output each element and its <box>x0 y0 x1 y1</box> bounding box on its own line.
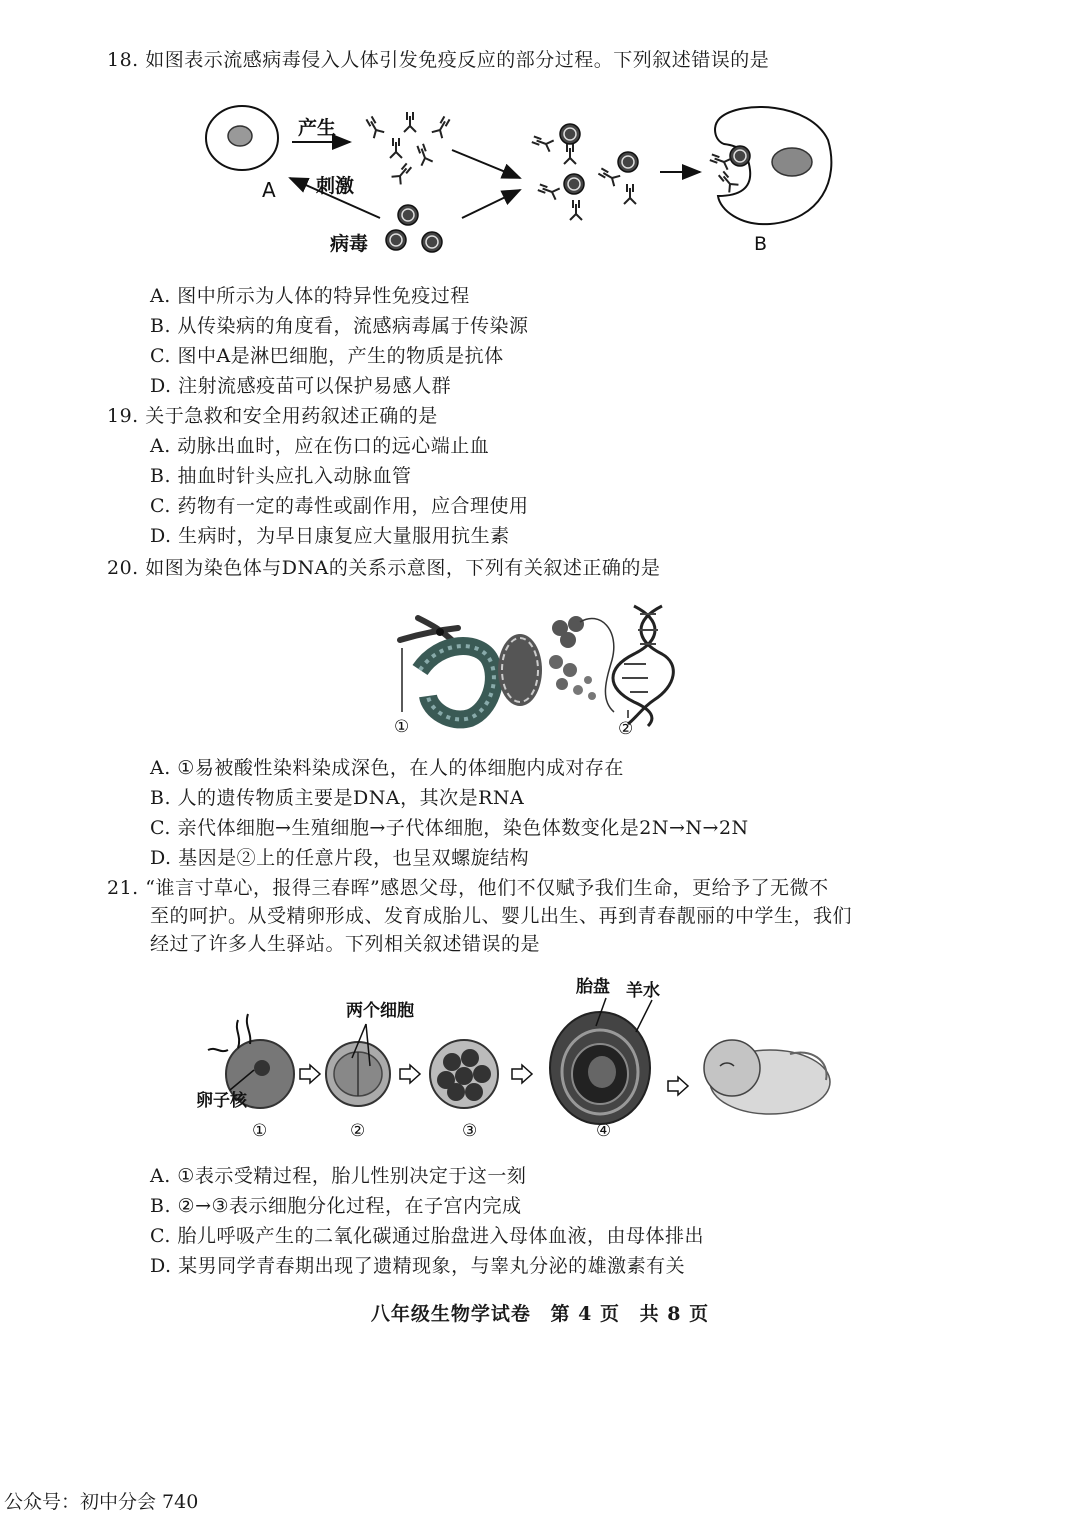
two-cells-label: 两个细胞 <box>346 1001 414 1021</box>
label-b: B <box>754 233 768 255</box>
placenta-label: 胎盘 <box>576 977 610 997</box>
q19-option-c: C. 药物有一定的毒性或副作用，应合理使用 <box>150 495 529 517</box>
stage-number-3: ③ <box>462 1121 478 1141</box>
stage-number-2: ② <box>350 1121 366 1141</box>
q18-option-c: C. 图中A是淋巴细胞，产生的物质是抗体 <box>150 345 504 367</box>
antibody-cluster <box>364 112 452 184</box>
q18-immune-figure <box>200 100 840 260</box>
stage-3-cell-cluster <box>430 1040 498 1108</box>
q21-development-figure <box>190 970 850 1150</box>
stimulate-label: 刺激 <box>316 175 355 197</box>
arrow-antibody-to-complex <box>452 150 520 178</box>
nucleosomes <box>549 616 614 712</box>
q18-option-d: D. 注射流感疫苗可以保护易感人群 <box>150 375 452 397</box>
stage-number-1: ① <box>252 1121 268 1141</box>
footer-page: 第 4 页 <box>550 1303 620 1325</box>
cell-a <box>206 106 278 170</box>
label-a: A <box>262 178 276 202</box>
q20-option-c: C. 亲代体细胞→生殖细胞→子代体细胞，染色体数变化是2N→N→2N <box>150 817 749 839</box>
antigen-antibody-complex <box>531 124 638 220</box>
amniotic-fluid-label: 羊水 <box>626 981 660 1001</box>
label-1: ① <box>394 717 410 737</box>
page-footer <box>0 1299 1080 1326</box>
stage-number-4: ④ <box>596 1121 612 1141</box>
label-2: ② <box>618 719 634 739</box>
q21-stem-line-2: 至的呵护。从受精卵形成、发育成胎儿、婴儿出生、再到青春靓丽的中学生，我们 <box>150 905 853 927</box>
footer-title: 八年级生物学试卷 <box>370 1303 531 1325</box>
q18-option-a: A. 图中所示为人体的特异性免疫过程 <box>150 285 470 307</box>
solenoid <box>498 634 542 706</box>
q19-option-a: A. 动脉出血时，应在伤口的远心端止血 <box>150 435 490 457</box>
q20-chromosome-dna-figure <box>380 600 680 740</box>
newborn-baby <box>704 1040 830 1114</box>
dna-double-helix <box>613 606 673 726</box>
q20-option-d: D. 基因是②上的任意片段，也呈双螺旋结构 <box>150 847 530 869</box>
q18-option-b: B. 从传染病的角度看，流感病毒属于传染源 <box>150 315 529 337</box>
q19-stem: 19. 关于急救和安全用药叙述正确的是 <box>107 405 438 427</box>
q18-stem: 18. 如图表示流感病毒侵入人体引发免疫反应的部分过程。下列叙述错误的是 <box>107 49 770 71</box>
q21-option-a: A. ①表示受精过程，胎儿性别决定于这一刻 <box>150 1165 527 1187</box>
arrow-virus-to-complex <box>462 190 520 218</box>
q20-option-b: B. 人的遗传物质主要是DNA，其次是RNA <box>150 787 525 809</box>
cell-b <box>709 107 832 224</box>
stage-2-two-cells <box>326 1024 390 1106</box>
stage-4-embryo-in-uterus <box>550 998 652 1124</box>
q21-stem-line-3: 经过了许多人生驿站。下列相关叙述错误的是 <box>150 933 541 955</box>
q21-stem-line-1: 21. “谁言寸草心，报得三春晖”感恩父母，他们不仅赋予我们生命，更给予了无微不 <box>107 877 829 899</box>
produce-label: 产生 <box>298 117 337 139</box>
q21-option-c: C. 胎儿呼吸产生的二氧化碳通过胎盘进入母体血液，由母体排出 <box>150 1225 704 1247</box>
q19-option-b: B. 抽血时针头应扎入动脉血管 <box>150 465 412 487</box>
virus-label: 病毒 <box>330 233 369 255</box>
q20-option-a: A. ①易被酸性染料染成深色，在人的体细胞内成对存在 <box>150 757 624 779</box>
q20-stem: 20. 如图为染色体与DNA的关系示意图，下列有关叙述正确的是 <box>107 557 661 579</box>
q19-option-d: D. 生病时，为早日康复应大量服用抗生素 <box>150 525 510 547</box>
egg-nucleus-label: 卵子核 <box>196 1091 247 1111</box>
coiled-fiber <box>420 646 494 719</box>
watermark-text: 公众号：初中分会 740 <box>4 1491 199 1513</box>
q21-option-d: D. 某男同学青春期出现了遗精现象，与睾丸分泌的雄激素有关 <box>150 1255 686 1277</box>
q21-option-b: B. ②→③表示细胞分化过程，在子宫内完成 <box>150 1195 522 1217</box>
footer-total: 共 8 页 <box>639 1303 710 1325</box>
virus-group <box>386 205 442 252</box>
